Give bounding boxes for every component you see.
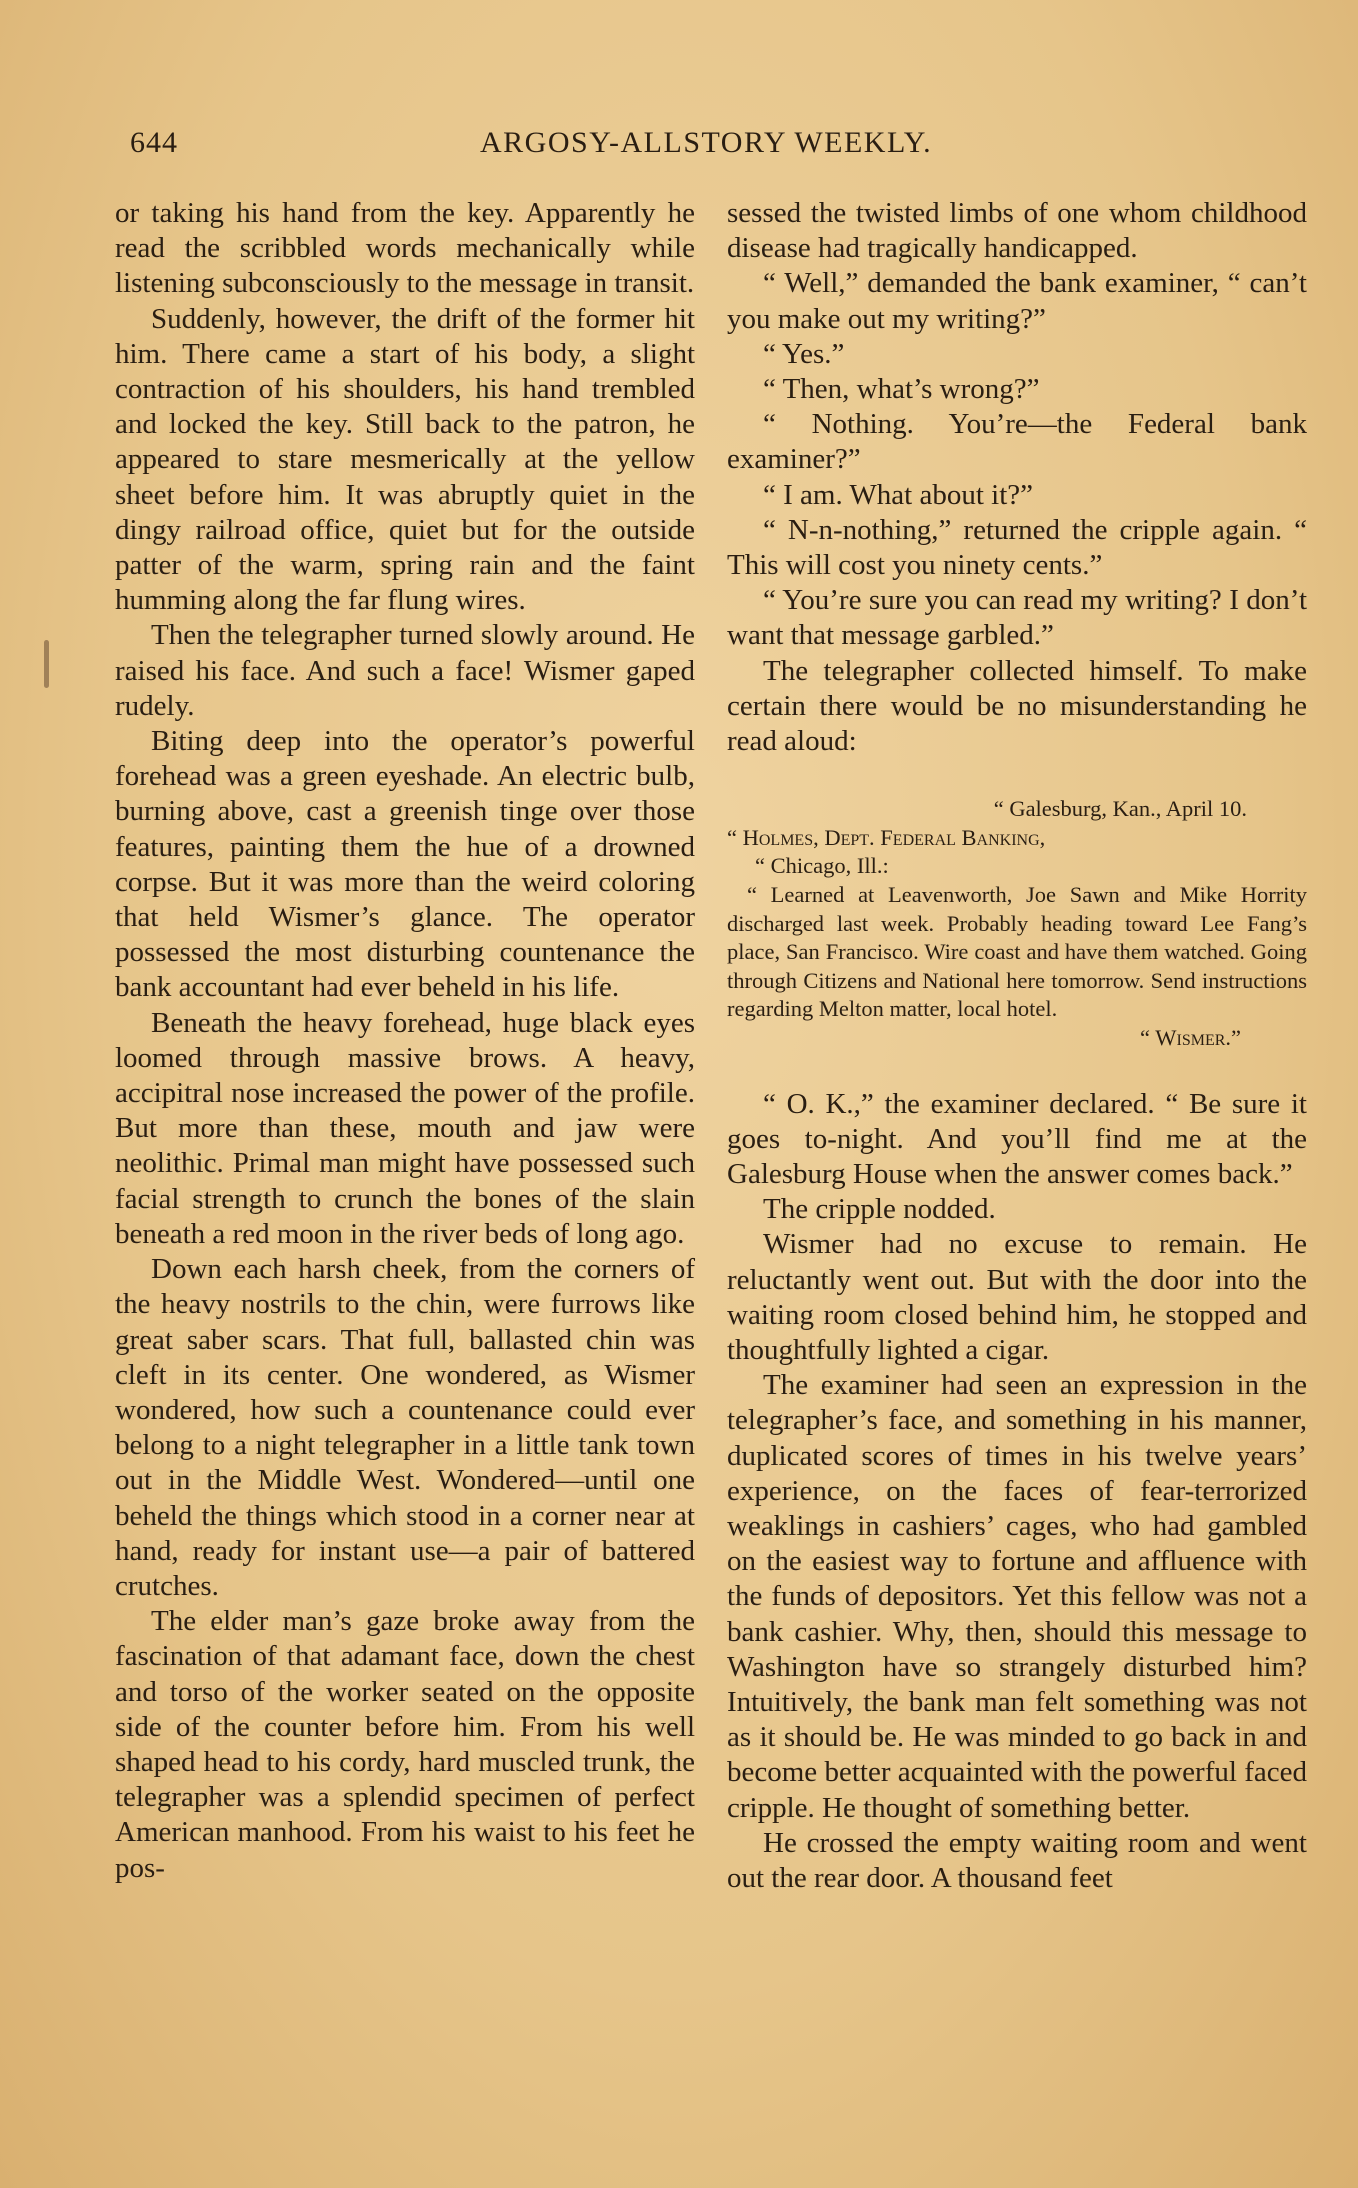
dialogue-paragraph: “ You’re sure you can read my writing? I don’t want that message garbled.” <box>727 584 1307 652</box>
dialogue-paragraph: “ O. K.,” the examiner declared. “ Be sure it goes to-night. And you’ll find me at the Galesburg House when the answer comes back.” <box>727 1087 1307 1190</box>
dialogue-paragraph: “ Well,” demanded the bank examiner, “ can’t you make out my writing?” <box>727 267 1307 335</box>
paragraph: Biting deep into the operator’s powerful forehead was a green eyeshade. An electric bulb, burning above, cast a greenish tinge over those features, painting them the hue of a drowned corpse. But it was more than the weird coloring that held Wismer’s glance. The operator possessed the most disturbing countenance the bank accountant had ever beheld in his life. <box>115 725 695 1004</box>
paragraph: The elder man’s gaze broke away from the fascination of that adamant face, down the chest and torso of the worker seated on the opposite side of the counter before him. From his well shaped head to his cordy, hard muscled trunk, the telegrapher was a splendid specimen of perfect American manhood. From his waist to his feet he pos- <box>115 1605 695 1884</box>
paragraph: The cripple nodded. <box>763 1193 996 1226</box>
telegram-body: “ Learned at Leavenworth, Joe Sawn and Mike Horrity discharged last week. Probably heading toward Lee Fang’s place, San Francisco. Wire coast and have them watched. Going through Citizens and National here tomorrow. Send instructions regarding Melton matter, local hotel. <box>727 882 1307 1022</box>
telegram-addressee: “ Holmes, Dept. Federal Banking, <box>727 824 1046 850</box>
running-head: ARGOSY-ALLSTORY WEEKLY. <box>480 126 933 159</box>
page-header <box>130 122 1310 166</box>
right-column <box>727 196 1307 1896</box>
left-column <box>115 196 695 1886</box>
telegram-signature: “ Wismer.” <box>1140 1025 1241 1050</box>
dialogue-paragraph: “ I am. What about it?” <box>763 478 1034 511</box>
dialogue-paragraph: “ N-n-nothing,” returned the cripple again. “ This will cost you ninety cents.” <box>727 513 1307 582</box>
paragraph: Then the telegrapher turned slowly around. He raised his face. And such a face! Wismer gaped rudely. <box>115 619 695 722</box>
paragraph: The examiner had seen an expression in the telegrapher’s face, and something in his manner, duplicated scores of times in his twelve years’ experience, on the faces of fear-terrorized weaklings in cashiers’ cages, who had gambled on the easiest way to fortune and affluence with the funds of depositors. Yet this fellow was not a bank cashier. Why, then, should this message to Washington have so strangely disturbed him? Intuitively, the bank man felt something was not as it should be. He was minded to go back in and become better acquainted with the powerful faced cripple. He thought of something better. <box>727 1369 1307 1824</box>
paragraph: Wismer had no excuse to remain. He reluctantly went out. But with the door into the waiting room closed behind him, he stopped and thoughtfully lighted a cigar. <box>727 1228 1307 1367</box>
dialogue-paragraph: “ Then, what’s wrong?” <box>763 373 1040 406</box>
paragraph: Suddenly, however, the drift of the former hit him. There came a start of his body, a slight contraction of his shoulders, his hand trembled and locked the key. Still back to the patron, he appeared to stare mesmerically at the yellow sheet before him. It was abruptly quiet in the dingy railroad office, quiet but for the outside patter of the warm, spring rain and the faint humming along the far flung wires. <box>115 302 695 617</box>
paragraph: Down each harsh cheek, from the corners of the heavy nostrils to the chin, were furrows like great saber scars. That full, ballasted chin was cleft in its center. One wondered, as Wismer wondered, how such a countenance could ever belong to a night telegrapher in a little tank town out in the Middle West. Wondered—until one beheld the things which stood in a corner near at hand, ready for instant use—a pair of battered crutches. <box>115 1253 695 1602</box>
telegram-date-line: “ Galesburg, Kan., April 10. <box>993 796 1247 822</box>
dialogue-paragraph: “ Nothing. You’re—the Federal bank examiner?” <box>727 408 1307 476</box>
paragraph: He crossed the empty waiting room and went out the rear door. A thousand feet <box>727 1826 1307 1895</box>
page-number: 644 <box>130 126 178 159</box>
paragraph: or taking his hand from the key. Apparently he read the scribbled words mechanically while listening subconsciously to the message in transit. <box>115 197 695 300</box>
paragraph: sessed the twisted limbs of one whom childhood disease had tragically handicapped. <box>727 197 1307 265</box>
paragraph: Beneath the heavy forehead, huge black eyes loomed through massive brows. A heavy, accipitral nose increased the power of the profile. But more than these, mouth and jaw were neolithic. Primal man might have possessed such facial strength to crunch the bones of the slain beneath a red moon in the river beds of long ago. <box>115 1006 695 1250</box>
margin-ink-mark <box>44 640 49 688</box>
telegram-message <box>727 795 1307 1052</box>
telegram-city: “ Chicago, Ill.: <box>755 853 889 879</box>
paragraph: The telegrapher collected himself. To make certain there would be no misunderstanding he read aloud: <box>727 654 1307 758</box>
dialogue-paragraph: “ Yes.” <box>763 337 845 370</box>
